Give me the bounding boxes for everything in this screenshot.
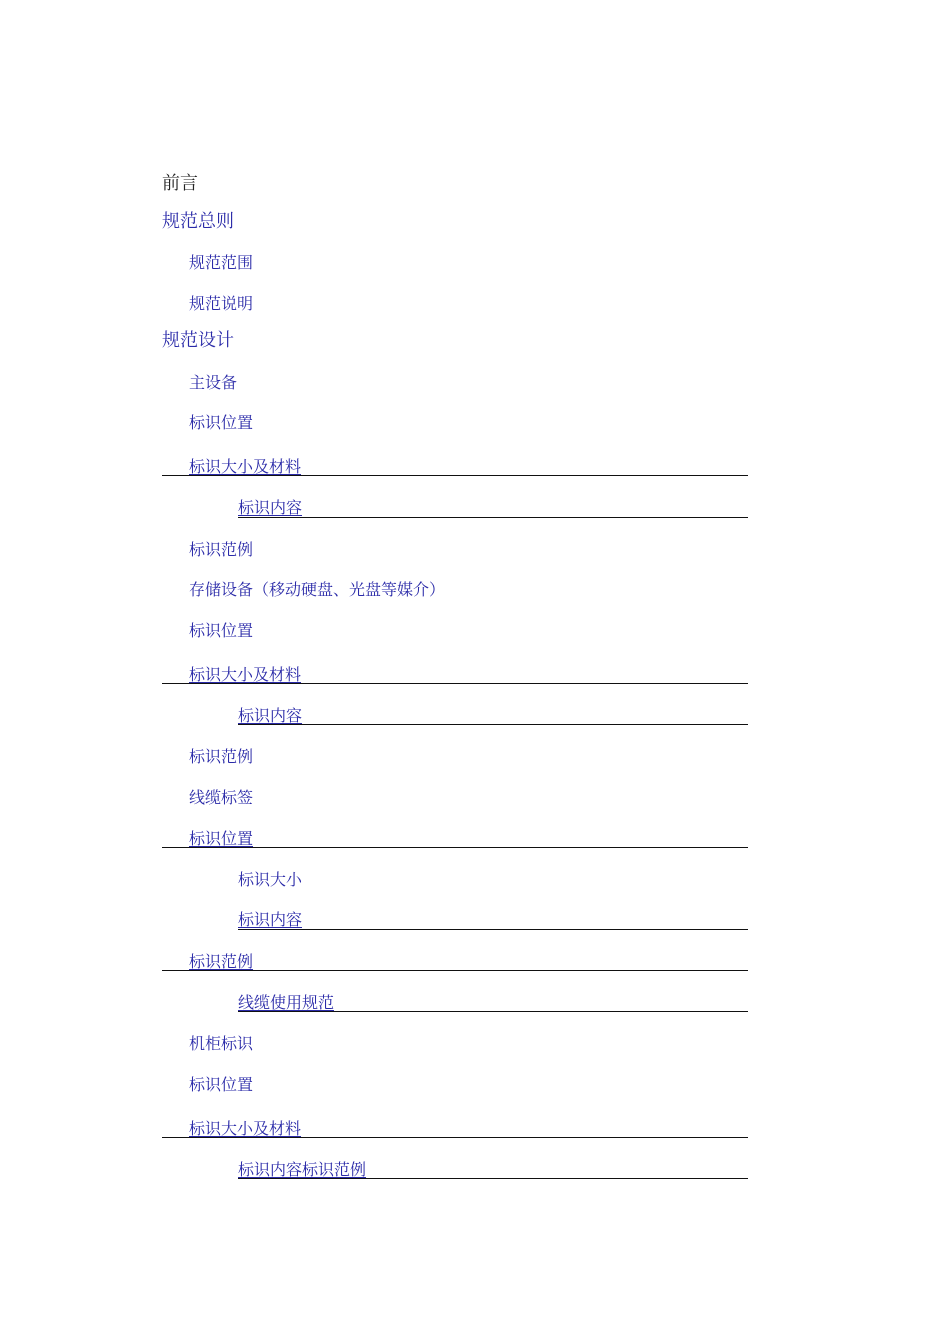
toc-rule (162, 475, 748, 476)
toc-entry-label-example[interactable]: 标识范例 (189, 952, 254, 971)
toc-entry-main-equipment[interactable]: 主设备 (189, 373, 238, 392)
toc-entry-label-size[interactable]: 标识大小 (238, 870, 303, 889)
toc-rule (238, 929, 748, 930)
toc-rule (238, 1011, 748, 1012)
toc-entry-label-size-material[interactable]: 标识大小及材料 (189, 665, 302, 684)
toc-entry-general-rules[interactable]: 规范总则 (162, 211, 234, 232)
toc-heading-preface: 前言 (162, 173, 198, 194)
toc-entry-label-position[interactable]: 标识位置 (189, 829, 254, 848)
toc-rule (238, 1178, 748, 1179)
toc-entry-label-content-example[interactable]: 标识内容标识范例 (238, 1160, 367, 1179)
toc-rule (162, 1137, 748, 1138)
toc-rule (238, 517, 748, 518)
toc-entry-label-content[interactable]: 标识内容 (238, 910, 303, 929)
toc-entry-description[interactable]: 规范说明 (189, 294, 254, 313)
toc-rule (162, 970, 748, 971)
toc-rule (162, 847, 748, 848)
toc-entry-cable-labels[interactable]: 线缆标签 (189, 788, 254, 807)
toc-entry-label-position[interactable]: 标识位置 (189, 413, 254, 432)
toc-entry-label-content[interactable]: 标识内容 (238, 706, 303, 725)
toc-entry-label-example[interactable]: 标识范例 (189, 540, 254, 559)
toc-entry-label-size-material[interactable]: 标识大小及材料 (189, 1119, 302, 1138)
toc-rule (162, 683, 748, 684)
toc-entry-scope[interactable]: 规范范围 (189, 253, 254, 272)
toc-entry-label-example[interactable]: 标识范例 (189, 747, 254, 766)
toc-entry-cabinet-labels[interactable]: 机柜标识 (189, 1034, 254, 1053)
toc-entry-design[interactable]: 规范设计 (162, 330, 234, 351)
toc-entry-label-size-material[interactable]: 标识大小及材料 (189, 457, 302, 476)
toc-entry-label-position[interactable]: 标识位置 (189, 1075, 254, 1094)
toc-entry-cable-usage[interactable]: 线缆使用规范 (238, 993, 335, 1012)
toc-entry-storage-devices[interactable]: 存储设备（移动硬盘、光盘等媒介） (189, 580, 446, 599)
toc-entry-label-position[interactable]: 标识位置 (189, 621, 254, 640)
toc-rule (238, 724, 748, 725)
toc-entry-label-content[interactable]: 标识内容 (238, 498, 303, 517)
